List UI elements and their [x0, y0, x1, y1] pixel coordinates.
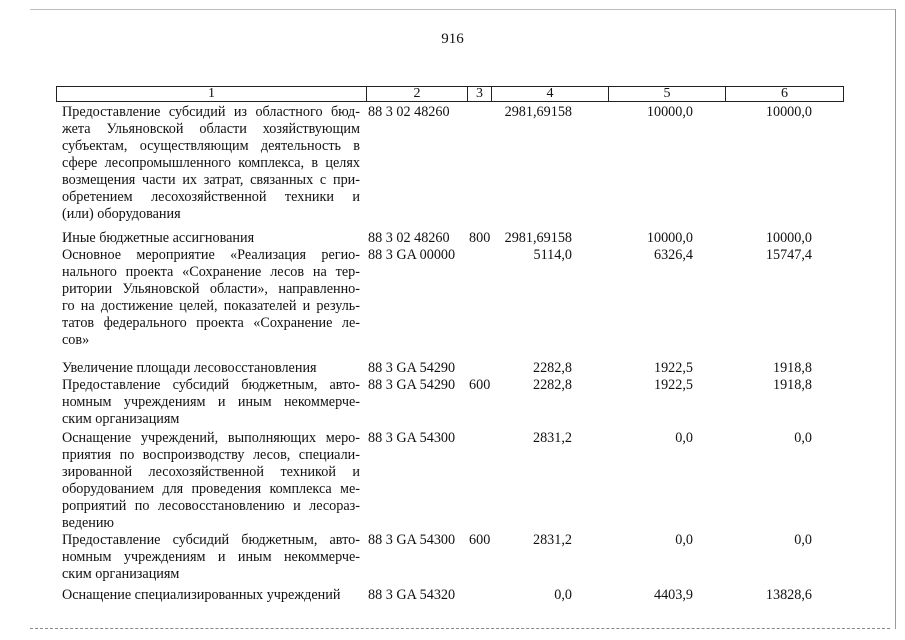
row-value-col5: 0,0 — [675, 532, 693, 548]
row-value-col5: 10000,0 — [646, 230, 693, 246]
row-value-col5: 6326,4 — [653, 247, 693, 263]
row-name — [62, 377, 360, 428]
table-row — [0, 230, 905, 247]
row-name-line: Предоставление субсидий из областного бюд- — [62, 104, 360, 120]
page-number: 916 — [441, 31, 464, 47]
row-code: 88 3 02 48260 — [368, 230, 450, 246]
table-row — [0, 360, 905, 377]
row-name-line: Оснащение учреждений, выполняющих меро- — [62, 430, 360, 446]
header-col-2: 2 — [366, 87, 467, 101]
row-name-line: Основное мероприятие «Реализация регио- — [62, 247, 360, 263]
row-name-line: Предоставление субсидий бюджетным, авто- — [62, 377, 360, 393]
row-name-line: ским организациям — [62, 411, 180, 427]
row-code: 88 3 GA 54300 — [368, 430, 456, 446]
row-value-col5: 4403,9 — [653, 587, 693, 603]
row-name-line: нального проекта «Сохранение лесов на тер- — [62, 264, 360, 280]
row-value-col5: 0,0 — [675, 430, 693, 446]
table-row — [0, 587, 905, 607]
row-value-col6: 1918,8 — [772, 360, 812, 376]
row-name-line: оборудованием для проведения комплекса ме- — [62, 481, 360, 497]
row-value-col6: 0,0 — [794, 430, 812, 446]
row-name-line: ским организациям — [62, 566, 180, 582]
row-name-line: обретением лесохозяйственной техники и — [62, 189, 360, 205]
table-row — [0, 104, 905, 230]
row-value-col6: 1918,8 — [772, 377, 812, 393]
table-row — [0, 532, 905, 587]
row-name-line: сов» — [62, 332, 90, 348]
row-value-col5: 10000,0 — [646, 104, 693, 120]
row-name — [62, 430, 360, 532]
table-row — [0, 430, 905, 532]
row-value-col4: 2981,69158 — [504, 230, 572, 246]
row-name — [62, 587, 360, 604]
row-value-col4: 2282,8 — [532, 377, 572, 393]
row-value-col6: 10000,0 — [765, 104, 812, 120]
row-name — [62, 104, 360, 223]
table-row — [0, 247, 905, 360]
row-code: 88 3 GA 54290 — [368, 377, 456, 393]
row-name-line: субъектам, осуществляющим деятельность в — [62, 138, 360, 154]
row-expense-type: 800 — [469, 230, 491, 246]
row-code: 88 3 GA 54300 — [368, 532, 456, 548]
row-name-line: номным учреждениям и иным некоммерче- — [62, 549, 360, 565]
header-col-5: 5 — [608, 87, 725, 101]
row-code: 88 3 GA 00000 — [368, 247, 456, 263]
row-name-line: зированной лесохозяйственной техникой и — [62, 464, 360, 480]
budget-table-body — [0, 104, 905, 607]
row-name-line: Оснащение специализированных учреждений — [62, 587, 341, 603]
table-header — [56, 86, 844, 102]
row-value-col4: 5114,0 — [533, 247, 572, 263]
row-value-col6: 13828,6 — [765, 587, 812, 603]
row-value-col6: 15747,4 — [765, 247, 812, 263]
row-name-line: го на достижение целей, показателей и резуль- — [62, 298, 360, 314]
row-code: 88 3 GA 54320 — [368, 587, 456, 603]
row-expense-type: 600 — [469, 532, 491, 548]
row-value-col4: 2981,69158 — [504, 104, 572, 120]
row-name — [62, 360, 360, 377]
table-row — [0, 377, 905, 430]
row-name — [62, 532, 360, 583]
row-name-line: сфере лесопромышленного комплекса, в целях — [62, 155, 360, 171]
header-col-1: 1 — [208, 86, 215, 101]
row-name-line: роприятий по лесовосстановлению и лесораз- — [62, 498, 360, 514]
row-value-col6: 0,0 — [794, 532, 812, 548]
row-name-line: приятия по воспроизводству лесов, специали- — [62, 447, 360, 463]
row-name-line: ритории Ульяновской области», направленно- — [62, 281, 360, 297]
row-name-line: жета Ульяновской области хозяйствующим — [62, 121, 360, 137]
row-name — [62, 247, 360, 349]
row-name-line: Иные бюджетные ассигнования — [62, 230, 255, 246]
row-value-col4: 2831,2 — [532, 532, 572, 548]
row-name-line: (или) оборудования — [62, 206, 181, 222]
row-value-col5: 1922,5 — [653, 377, 693, 393]
page-border-top — [30, 9, 896, 10]
row-name-line: возмещения части их затрат, связанных с при- — [62, 172, 360, 188]
row-name — [62, 230, 360, 247]
row-value-col4: 0,0 — [554, 587, 572, 603]
header-col-6: 6 — [725, 87, 843, 101]
row-value-col4: 2831,2 — [532, 430, 572, 446]
row-name-line: номным учреждениям и иным некоммерче- — [62, 394, 360, 410]
row-value-col5: 1922,5 — [653, 360, 693, 376]
page-bottom-edge — [30, 628, 890, 629]
row-code: 88 3 GA 54290 — [368, 360, 456, 376]
header-col-3: 3 — [467, 87, 491, 101]
row-expense-type: 600 — [469, 377, 491, 393]
row-value-col4: 2282,8 — [532, 360, 572, 376]
row-name-line: Увеличение площади лесовосстановления — [62, 360, 317, 376]
row-value-col6: 10000,0 — [765, 230, 812, 246]
header-col-4: 4 — [491, 87, 608, 101]
row-code: 88 3 02 48260 — [368, 104, 450, 120]
row-name-line: татов федерального проекта «Сохранение ле- — [62, 315, 360, 331]
row-name-line: Предоставление субсидий бюджетным, авто- — [62, 532, 360, 548]
row-name-line: ведению — [62, 515, 115, 531]
